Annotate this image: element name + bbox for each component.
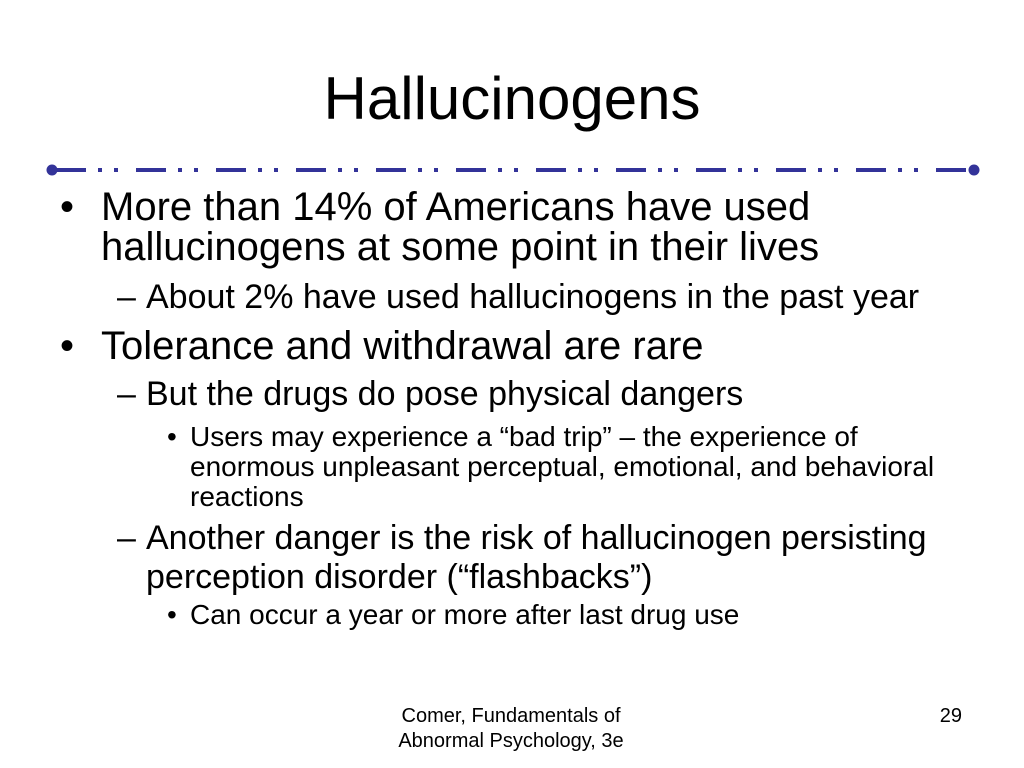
sub-bullet-marker: – — [117, 375, 136, 413]
sub-bullet-marker: – — [117, 519, 136, 557]
bullet-marker: • — [60, 324, 75, 368]
bullet-item — [60, 185, 970, 269]
sub-bullet-item — [117, 519, 970, 597]
sub-bullet-text: But the drugs do pose physical dangers — [146, 375, 744, 413]
divider-end-dot-right — [969, 165, 980, 176]
sub-bullet-text: About 2% have used hallucinogens in the past year — [146, 278, 920, 316]
page-number: 29 — [939, 705, 962, 727]
bullet-text: Tolerance and withdrawal are rare — [101, 324, 704, 368]
footer-source-line: Comer, Fundamentals of — [401, 705, 621, 727]
sub-sub-bullet-item — [167, 421, 970, 512]
sub-sub-bullet-item — [167, 599, 970, 630]
sub-sub-bullet-text: Users may experience a “bad trip” – the experience of enormous unpleasant perceptual, emotional, and behavioral reactions — [190, 421, 935, 512]
slide-title: Hallucinogens — [323, 65, 701, 132]
sub-bullet-item — [117, 375, 970, 413]
sub-bullet-marker: – — [117, 278, 136, 316]
sub-sub-bullet-text: Can occur a year or more after last drug use — [190, 599, 740, 630]
sub-sub-bullet-marker: • — [167, 599, 177, 630]
bullet-item — [60, 324, 970, 368]
footer-source-line: Abnormal Psychology, 3e — [398, 730, 624, 752]
sub-bullet-item — [117, 278, 970, 316]
divider-end-dot-left — [47, 165, 58, 176]
title-divider — [0, 160, 1024, 180]
sub-sub-bullet-marker: • — [167, 421, 177, 452]
bullet-marker: • — [60, 185, 75, 229]
bullet-text: More than 14% of Americans have used hallucinogens at some point in their lives — [101, 185, 820, 269]
sub-bullet-text: Another danger is the risk of hallucinogen persisting perception disorder (“flashbacks”) — [146, 519, 927, 596]
footer-source — [361, 704, 661, 754]
